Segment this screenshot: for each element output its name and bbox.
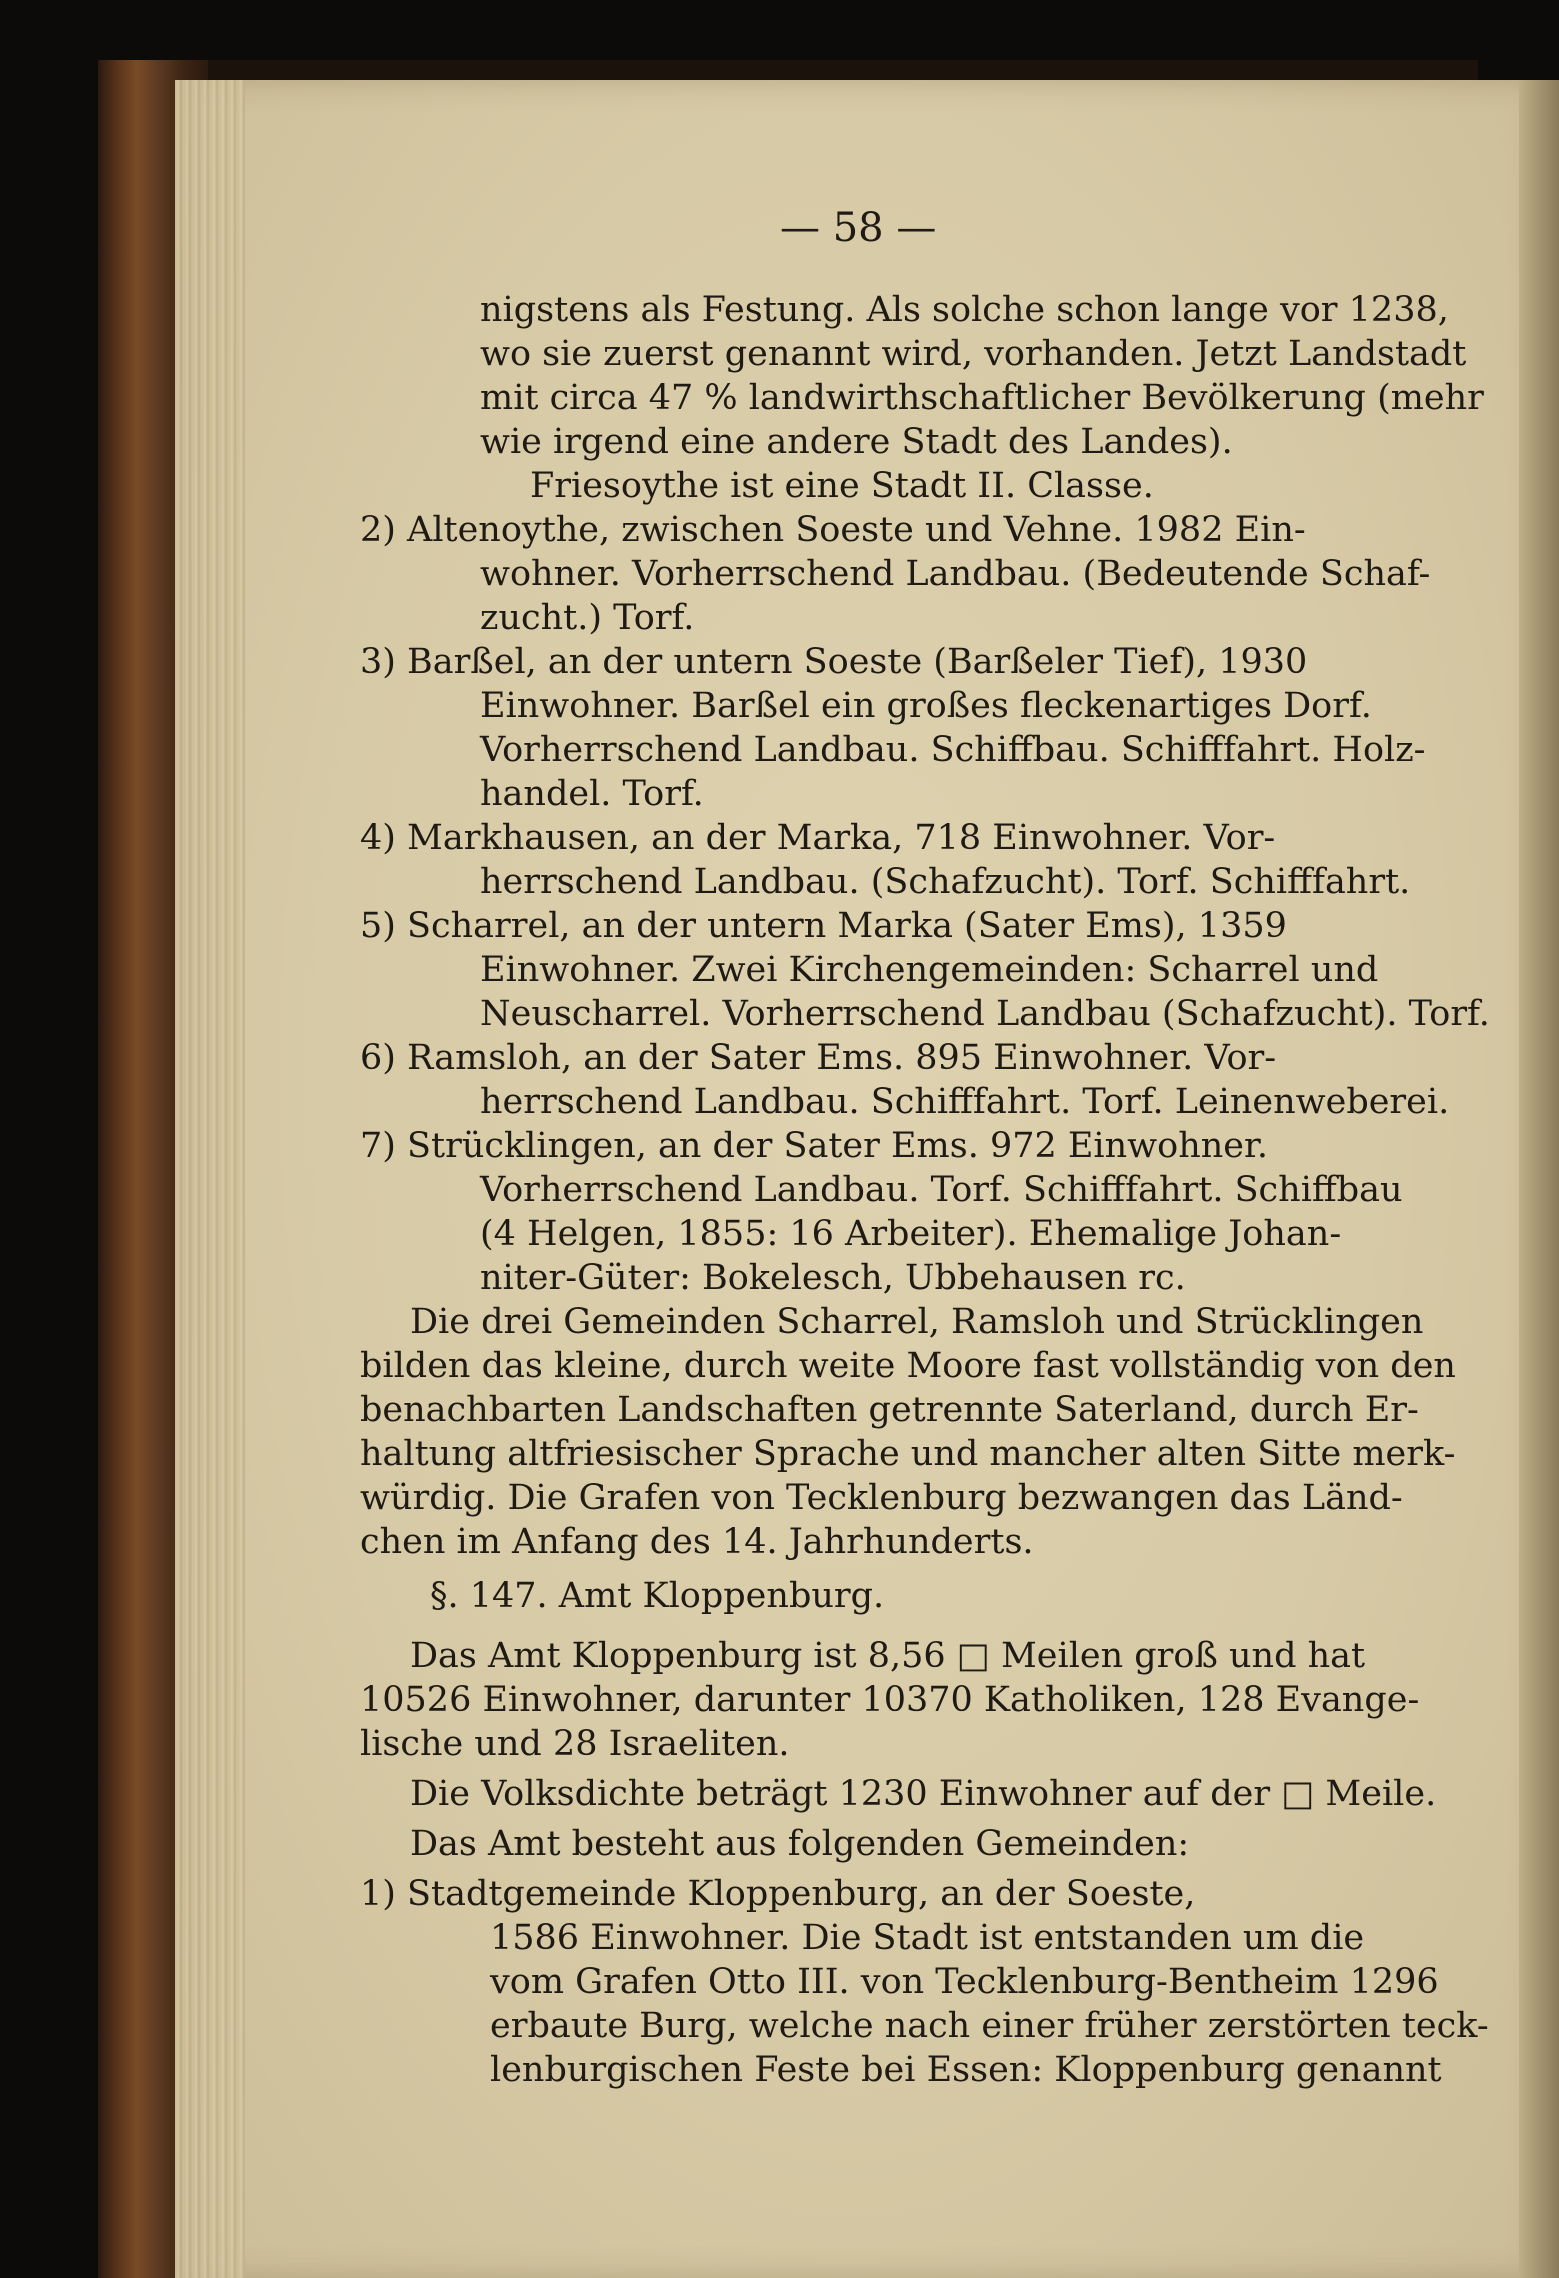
list-item-6: 6) Ramsloh, an der Sater Ems. 895 Einwohner. Vor-: [360, 1038, 1277, 1078]
text-line: 1586 Einwohner. Die Stadt ist entstanden um die: [490, 1918, 1365, 1958]
paragraph-line: benachbarten Landschaften getrennte Saterland, durch Er-: [360, 1390, 1419, 1430]
list-item-7: 7) Strücklingen, an der Sater Ems. 972 Einwohner.: [360, 1126, 1269, 1166]
page-right-edge: [1519, 80, 1559, 2278]
text-line: Friesoythe ist eine Stadt II. Classe.: [530, 466, 1154, 506]
text-line: niter-Güter: Bokelesch, Ubbehausen rc.: [480, 1258, 1186, 1298]
text-line: zucht.) Torf.: [480, 598, 695, 638]
paragraph-line: 10526 Einwohner, darunter 10370 Katholiken, 128 Evange-: [360, 1680, 1420, 1720]
list-item-4: 4) Markhausen, an der Marka, 718 Einwohner. Vor-: [360, 818, 1276, 858]
paragraph-line: bilden das kleine, durch weite Moore fast vollständig von den: [360, 1346, 1456, 1386]
text-line: wie irgend eine andere Stadt des Landes).: [480, 422, 1233, 462]
paragraph-line: chen im Anfang des 14. Jahrhunderts.: [360, 1522, 1034, 1562]
paragraph-line: würdig. Die Grafen von Tecklenburg bezwangen das Länd-: [360, 1478, 1403, 1518]
text-line: Vorherrschend Landbau. Schiffbau. Schifffahrt. Holz-: [480, 730, 1426, 770]
paragraph-line: haltung altfriesischer Sprache und mancher alten Sitte merk-: [360, 1434, 1456, 1474]
page-edges: [175, 80, 245, 2278]
text-line: Neuscharrel. Vorherrschend Landbau (Schafzucht). Torf.: [480, 994, 1490, 1034]
paragraph-line: Die drei Gemeinden Scharrel, Ramsloh und Strücklingen: [410, 1302, 1424, 1342]
text-line: mit circa 47 % landwirthschaftlicher Bevölkerung (mehr: [480, 378, 1484, 418]
list-item-2: 2) Altenoythe, zwischen Soeste und Vehne. 1982 Ein-: [360, 510, 1306, 550]
text-line: herrschend Landbau. Schifffahrt. Torf. Leinenweberei.: [480, 1082, 1450, 1122]
text-line: Einwohner. Zwei Kirchengemeinden: Scharrel und: [480, 950, 1379, 990]
text-line: lenburgischen Feste bei Essen: Kloppenburg genannt: [490, 2050, 1442, 2090]
text-line: wo sie zuerst genannt wird, vorhanden. Jetzt Landstadt: [480, 334, 1467, 374]
paragraph-line: Das Amt besteht aus folgenden Gemeinden:: [410, 1824, 1190, 1864]
text-line: handel. Torf.: [480, 774, 704, 814]
text-line: erbaute Burg, welche nach einer früher zerstörten teck-: [490, 2006, 1489, 2046]
text-line: Einwohner. Barßel ein großes fleckenartiges Dorf.: [480, 686, 1372, 726]
paragraph-line: Die Volksdichte beträgt 1230 Einwohner auf der □ Meile.: [410, 1774, 1437, 1814]
text-line: herrschend Landbau. (Schafzucht). Torf. Schifffahrt.: [480, 862, 1411, 902]
list-item-3: 3) Barßel, an der untern Soeste (Barßeler Tief), 1930: [360, 642, 1308, 682]
text-line: vom Grafen Otto III. von Tecklenburg-Bentheim 1296: [490, 1962, 1439, 2002]
list-item-5: 5) Scharrel, an der untern Marka (Sater Ems), 1359: [360, 906, 1287, 946]
text-line: (4 Helgen, 1855: 16 Arbeiter). Ehemalige Johan-: [480, 1214, 1342, 1254]
section-heading: §. 147. Amt Kloppenburg.: [430, 1576, 885, 1616]
paragraph-line: Das Amt Kloppenburg ist 8,56 □ Meilen groß und hat: [410, 1636, 1366, 1676]
text-line: Vorherrschend Landbau. Torf. Schifffahrt. Schiffbau: [480, 1170, 1403, 1210]
text-line: nigstens als Festung. Als solche schon lange vor 1238,: [480, 290, 1449, 330]
list-item-1: 1) Stadtgemeinde Kloppenburg, an der Soeste,: [360, 1874, 1196, 1914]
text-line: wohner. Vorherrschend Landbau. (Bedeutende Schaf-: [480, 554, 1431, 594]
page-number: — 58 —: [780, 205, 937, 251]
paragraph-line: lische und 28 Israeliten.: [360, 1724, 790, 1764]
